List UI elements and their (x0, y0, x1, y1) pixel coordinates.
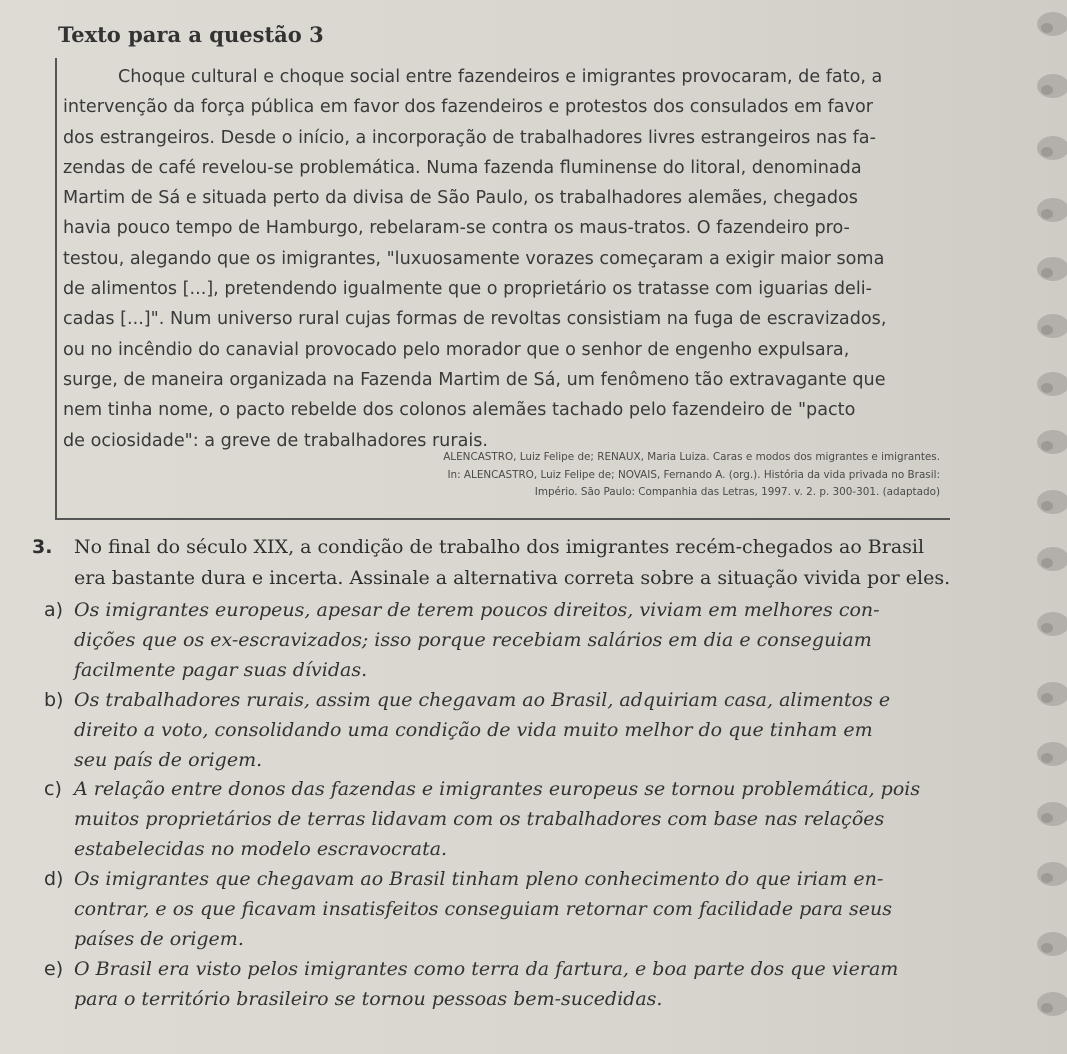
passage-line: de ociosidade": a greve de trabalhadores rurais. (63, 430, 488, 451)
option-line (44, 686, 1044, 716)
question-line (32, 532, 1022, 563)
passage-text (63, 62, 943, 456)
binding-ring (1037, 136, 1067, 160)
passage-line: Martim de Sá e situada perto da divisa de São Paulo, os trabalhadores alemães, chegados (63, 188, 858, 209)
option-text: O Brasil era visto pelos imigrantes como terra da fartura, e boa parte dos que vieram (74, 957, 899, 980)
option-text: Os trabalhadores rurais, assim que chegavam ao Brasil, adquiriam casa, alimentos e (74, 688, 891, 711)
option-text: Os imigrantes europeus, apesar de terem poucos direitos, viviam em melhores con- (74, 599, 880, 621)
question-number: 3. (32, 536, 53, 558)
binding-ring (1037, 932, 1067, 956)
citation (300, 449, 940, 502)
option-line: dições que os ex-escravizados; isso porque recebiam salários em dia e conseguiam (74, 628, 872, 651)
binding-ring (1037, 612, 1067, 636)
option-line (44, 596, 1044, 626)
option-b[interactable] (44, 686, 1044, 776)
option-letter: d) (44, 868, 64, 891)
section-heading: Texto para a questão 3 (58, 22, 324, 47)
option-line: países de origem. (74, 927, 244, 950)
passage-line: testou, alegando que os imigrantes, "luxuosamente vorazes começaram a exigir maior soma (63, 248, 885, 269)
passage-line: nem tinha nome, o pacto rebelde dos colonos alemães tachado pelo fazendeiro de "pacto (63, 400, 856, 421)
binding-ring (1037, 742, 1067, 766)
citation-line: ALENCASTRO, Luiz Felipe de; RENAUX, Maria Luiza. Caras e modos dos migrantes e imigrantes. (443, 451, 940, 463)
option-d[interactable] (44, 865, 1044, 955)
option-line (44, 775, 1044, 805)
option-line (44, 955, 1044, 985)
option-text: Os imigrantes que chegavam ao Brasil tinham pleno conhecimento do que iriam en- (74, 868, 884, 891)
option-text: A relação entre donos das fazendas e imigrantes europeus se tornou problemática, pois (74, 778, 921, 801)
passage-line: havia pouco tempo de Hamburgo, rebelaram-se contra os maus-tratos. O fazendeiro pro- (63, 218, 850, 239)
binding-ring (1037, 802, 1067, 826)
option-letter: e) (44, 957, 64, 980)
passage-line: cadas [...]". Num universo rural cujas formas de revoltas consistiam na fuga de escravizados, (63, 309, 887, 330)
binding-ring (1037, 12, 1067, 36)
binding-ring (1037, 314, 1067, 338)
binding-ring (1037, 862, 1067, 886)
option-line: facilmente pagar suas dívidas. (74, 658, 368, 681)
passage-line: Choque cultural e choque social entre fazendeiros e imigrantes provocaram, de fato, a (118, 67, 883, 87)
binding-ring (1037, 490, 1067, 514)
passage-line: ou no incêndio do canavial provocado pelo morador que o senhor de engenho expulsara, (63, 339, 850, 360)
binding-ring (1037, 372, 1067, 396)
option-letter: b) (44, 688, 64, 711)
option-letter: c) (44, 778, 62, 801)
option-a[interactable] (44, 596, 1044, 686)
question-text-1: No final do século XIX, a condição de trabalho dos imigrantes recém-chegados ao Brasil (74, 536, 925, 558)
passage-line: intervenção da força pública em favor dos fazendeiros e protestos dos consulados em favor (63, 97, 873, 118)
passage-line: surge, de maneira organizada na Fazenda Martim de Sá, um fenômeno tão extravagante que (63, 369, 886, 390)
option-line: estabelecidas no modelo escravocrata. (74, 838, 448, 861)
citation-line: Império. São Paulo: Companhia das Letras, 1997. v. 2. p. 300-301. (adaptado) (534, 486, 940, 498)
option-line: contrar, e os que ficavam insatisfeitos conseguiam retornar com facilidade para seus (74, 898, 893, 921)
binding-ring (1037, 430, 1067, 454)
question-text-2: era bastante dura e incerta. Assinale a alternativa correta sobre a situação vivida por eles. (74, 566, 951, 589)
binding-ring (1037, 992, 1067, 1016)
option-letter: a) (44, 599, 64, 621)
option-line: direito a voto, consolidando uma condição de vida muito melhor do que tinham em (74, 718, 873, 741)
passage-line: dos estrangeiros. Desde o início, a incorporação de trabalhadores livres estrangeiros nas fa- (63, 127, 876, 148)
binding-ring (1037, 198, 1067, 222)
option-line: muitos proprietários de terras lidavam com os trabalhadores com base nas relações (74, 808, 885, 831)
answer-options (44, 596, 1044, 1015)
binding-ring (1037, 257, 1067, 281)
option-c[interactable] (44, 775, 1044, 865)
passage-line: zendas de café revelou-se problemática. Numa fazenda fluminense do litoral, denominada (63, 157, 862, 178)
option-line: para o território brasileiro se tornou pessoas bem-sucedidas. (74, 987, 663, 1010)
binding-ring (1037, 74, 1067, 98)
option-line: seu país de origem. (74, 748, 263, 771)
passage-line: de alimentos [...], pretendendo igualmente que o proprietário os tratasse com iguarias deli- (63, 279, 872, 300)
question-3 (32, 532, 1022, 593)
option-line (44, 865, 1044, 895)
binding-ring (1037, 547, 1067, 571)
spiral-binding (1007, 0, 1067, 1054)
citation-line: In: ALENCASTRO, Luiz Felipe de; NOVAIS, Fernando A. (org.). História da vida privada no Brasil: (447, 468, 940, 481)
option-e[interactable] (44, 955, 1044, 1015)
binding-ring (1037, 682, 1067, 706)
